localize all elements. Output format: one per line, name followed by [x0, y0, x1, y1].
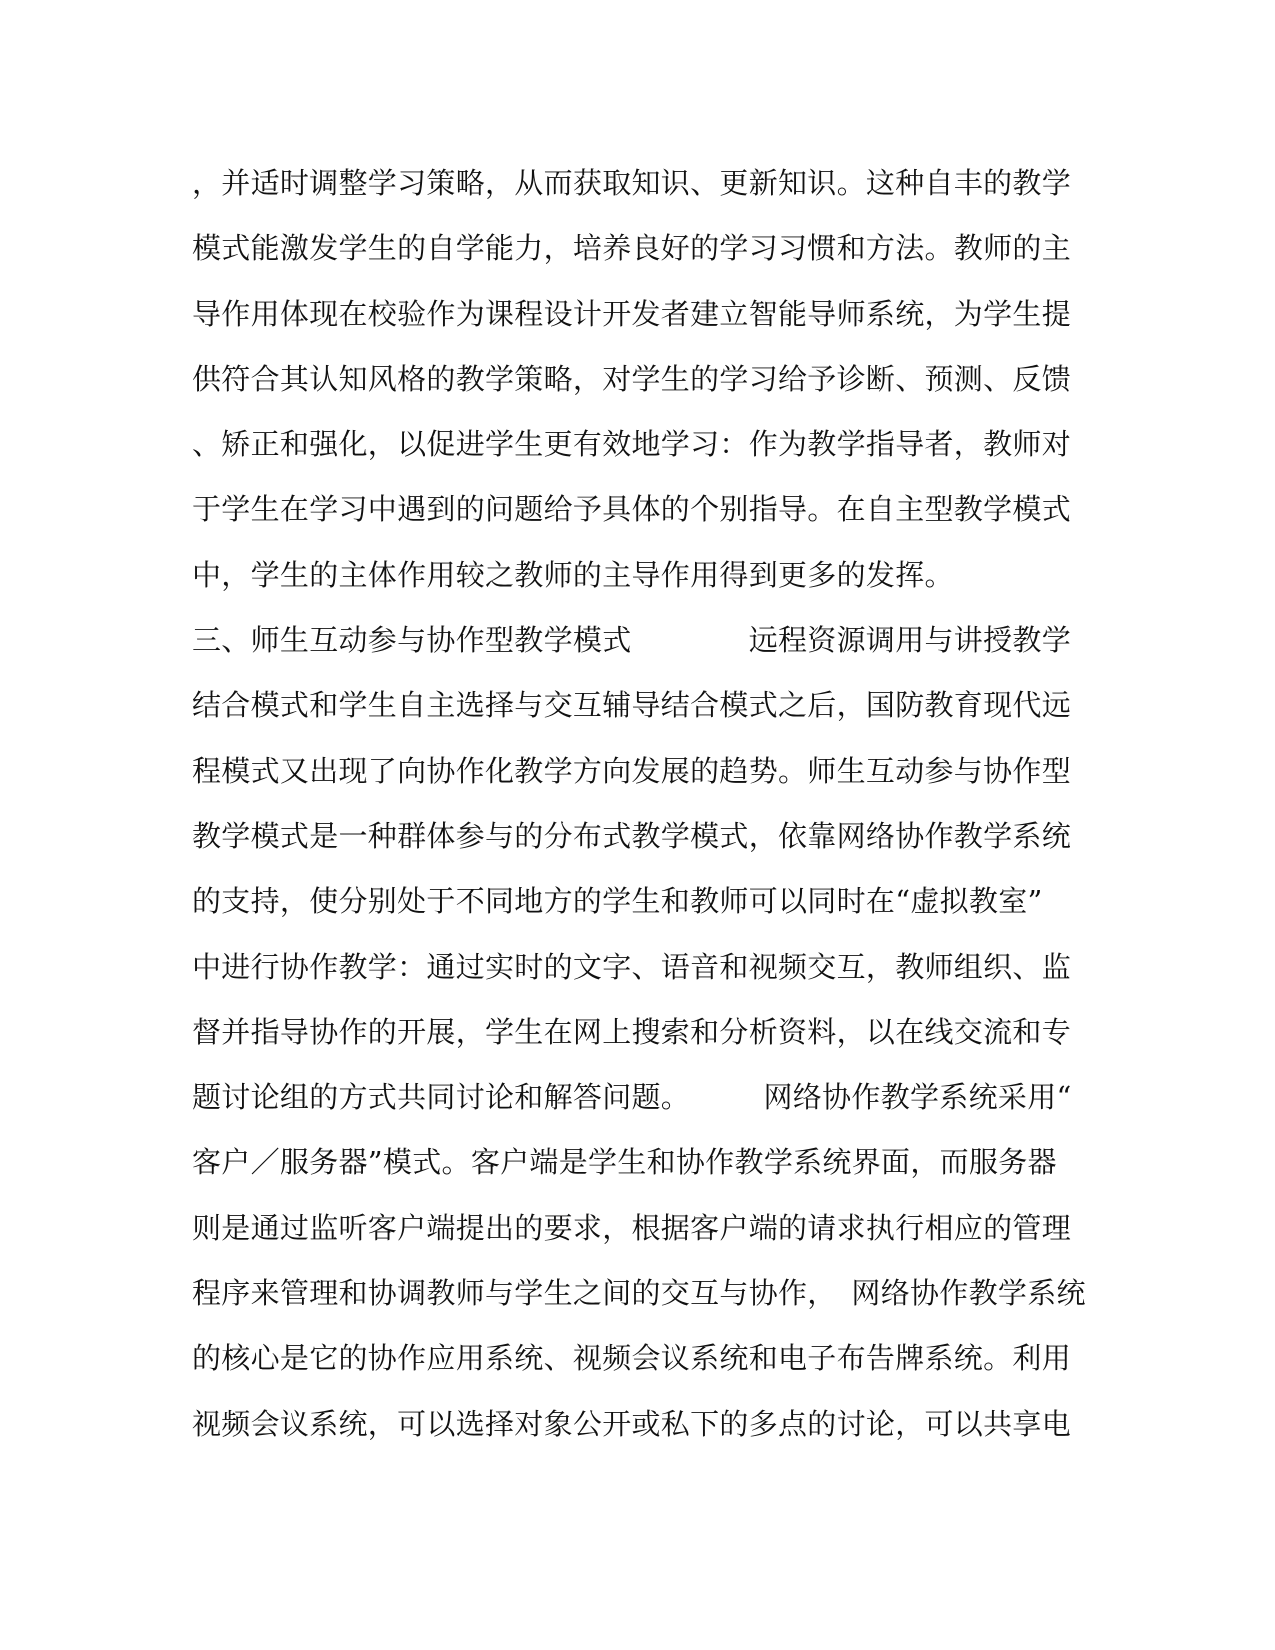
- text-line: 结合模式和学生自主选择与交互辅导结合模式之后，国防教育现代远: [192, 688, 1072, 723]
- text-line: 教学模式是一种群体参与的分布式教学模式，依靠网络协作教学系统: [192, 818, 1072, 853]
- text-line: 视频会议系统，可以选择对象公开或私下的多点的讨论，可以共享电: [192, 1406, 1072, 1441]
- text-line: 于学生在学习中遇到的问题给予具体的个别指导。在自主型教学模式: [192, 492, 1072, 527]
- text-line: ，并适时调整学习策略，从而获取知识、更新知识。这种自丰的教学: [192, 166, 1072, 200]
- text-line: 模式能激发学生的自学能力，培养良好的学习习惯和方法。教师的主: [192, 231, 1072, 266]
- text-line: 题讨论组的方式共同讨论和解答问题。 网络协作教学系统采用“: [192, 1080, 1072, 1115]
- body-text: [192, 160, 1092, 1466]
- text-line: 导作用体现在校验作为课程设计开发者建立智能导师系统，为学生提: [192, 296, 1072, 331]
- text-line: 程序来管理和协调教师与学生之间的交互与协作， 网络协作教学系统: [192, 1276, 1086, 1311]
- text-line: 则是通过监听客户端提出的要求，根据客户端的请求执行相应的管理: [192, 1210, 1072, 1245]
- text-line: 、矫正和强化，以促进学生更有效地学习：作为教学指导者，教师对: [192, 427, 1072, 462]
- text-line: 供符合其认知风格的教学策略，对学生的学习给予诊断、预测、反馈: [192, 361, 1072, 396]
- text-line: 督并指导协作的开展，学生在网上搜索和分析资料，以在线交流和专: [192, 1014, 1072, 1049]
- text-line: 中进行协作教学：通过实时的文字、语音和视频交互，教师组织、监: [192, 949, 1072, 984]
- text-line: 程模式又出现了向协作化教学方向发展的趋势。师生互动参与协作型: [192, 753, 1072, 788]
- section-heading-line: 三、师生互动参与协作型教学模式 远程资源调用与讲授教学: [192, 623, 1072, 658]
- text-line: 的支持，使分别处于不同地方的学生和教师可以同时在“虚拟教室”: [192, 884, 1043, 919]
- text-line: 客户／服务器”模式。客户端是学生和协作教学系统界面，而服务器: [192, 1145, 1057, 1180]
- text-line: 的核心是它的协作应用系统、视频会议系统和电子布告牌系统。利用: [192, 1341, 1072, 1376]
- text-line: 中，学生的主体作用较之教师的主导作用得到更多的发挥。: [192, 557, 954, 592]
